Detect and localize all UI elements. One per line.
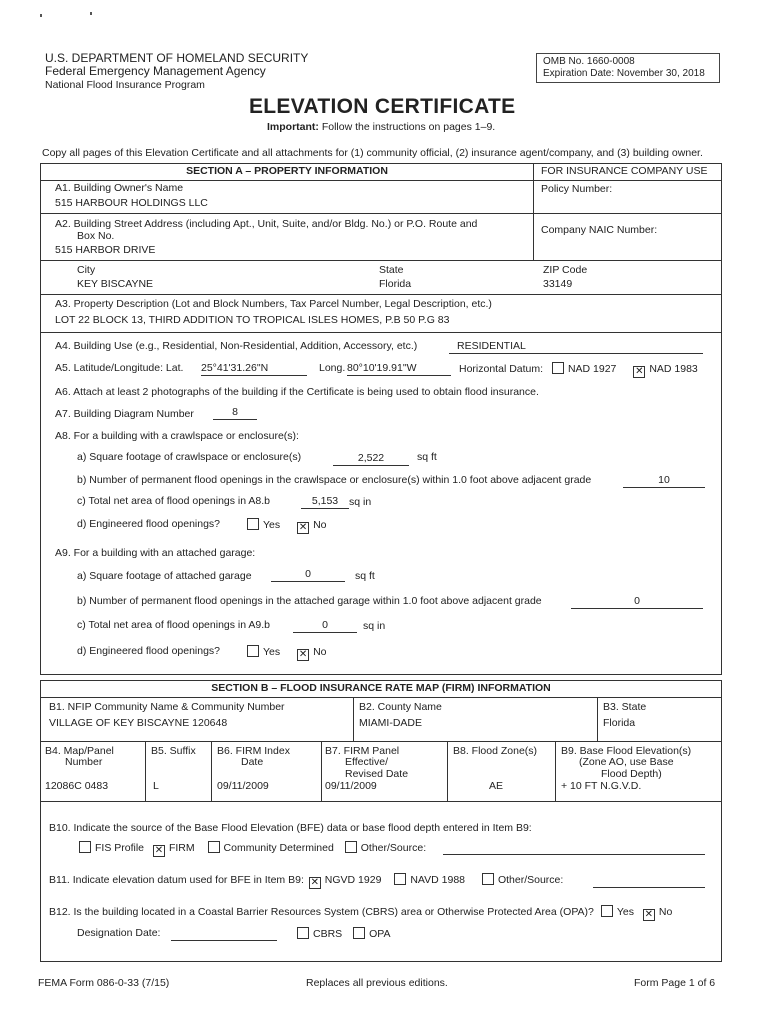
a8d-options: Yes ✕ No (247, 518, 327, 534)
b5-label: B5. Suffix (151, 745, 196, 757)
a9b-flood-openings[interactable]: 0 (571, 595, 703, 609)
b10-options: FIS Profile ✕ FIRM Community Determined Other/Source: (79, 841, 426, 857)
a9b-label: b) Number of permanent flood openings in the attached garage within 1.0 foot above adjacent grade (77, 595, 542, 607)
a9a-unit: sq ft (355, 570, 375, 582)
b7-label-cont-2: Revised Date (345, 768, 409, 780)
nad1983-checkbox[interactable]: ✕ (635, 366, 644, 377)
a2-street-address[interactable]: 515 HARBOR DRIVE (55, 244, 156, 256)
page-title: ELEVATION CERTIFICATE (249, 95, 516, 118)
a8d-yes-checkbox[interactable] (247, 518, 259, 530)
naic-number-label: Company NAIC Number: (541, 224, 658, 236)
a9d-no-checkbox[interactable]: ✕ (298, 649, 308, 660)
nad1927-checkbox[interactable] (552, 362, 564, 374)
a5-label: A5. Latitude/Longitude: Lat. (55, 362, 184, 374)
a3-property-description[interactable]: LOT 22 BLOCK 13, THIRD ADDITION TO TROPICAL ISLES HOMES, P.B 50 P.G 83 (55, 314, 450, 326)
a8b-label: b) Number of permanent flood openings in the crawlspace or enclosure(s) within 1.0 foot above adjacent grade (77, 474, 592, 486)
a8c-net-area[interactable]: 5,153 (301, 495, 349, 509)
scan-speck (90, 12, 92, 15)
replaces-note: Replaces all previous editions. (306, 977, 448, 989)
b11-navd1988-checkbox[interactable] (394, 873, 406, 885)
b12-row: B12. Is the building located in a Coastal Barrier Resources System (CBRS) area or Otherwise Protected Area (OPA)? Yes ✕ No (49, 906, 673, 920)
a9c-unit: sq in (363, 620, 386, 632)
a5-long-label: Long. (319, 362, 346, 374)
b7-firm-panel-date[interactable]: 09/11/2009 (325, 780, 377, 792)
a8d-no-checkbox[interactable]: ✕ (298, 522, 308, 533)
a9c-label: c) Total net area of flood openings in A9.b (77, 619, 271, 631)
a8a-label: a) Square footage of crawlspace or enclosure(s) (77, 451, 302, 463)
b1-label: B1. NFIP Community Name & Community Number (49, 701, 285, 713)
b2-county[interactable]: MIAMI-DADE (359, 717, 422, 729)
a9d-yes-checkbox[interactable] (247, 645, 259, 657)
policy-number-label: Policy Number: (541, 183, 613, 195)
section-b-table (40, 680, 722, 962)
a8a-unit: sq ft (417, 451, 437, 463)
b10-other-source-field[interactable] (443, 842, 705, 855)
b7-label-cont-1: Effective/ (345, 756, 388, 768)
b12-no-checkbox[interactable]: ✕ (644, 909, 654, 920)
b10-firm-checkbox[interactable]: ✕ (154, 845, 164, 856)
b9-label-cont-2: Flood Depth) (601, 768, 662, 780)
scan-speck (40, 14, 42, 17)
a7-diagram-number[interactable]: 8 (213, 406, 257, 420)
program-name: National Flood Insurance Program (45, 79, 205, 91)
department-name: U.S. DEPARTMENT OF HOMELAND SECURITY (45, 51, 309, 65)
b9-base-flood-elevation[interactable]: + 10 FT N.G.V.D. (561, 780, 642, 792)
a5-latitude[interactable]: 25°41'31.26"N (201, 362, 307, 376)
a6-label: A6. Attach at least 2 photographs of the building if the Certificate is being used to obtain flood insurance. (55, 386, 539, 398)
omb-number: OMB No. 1660-0008 (543, 56, 635, 67)
b9-label-cont-1: (Zone AO, use Base (579, 756, 674, 768)
b8-label: B8. Flood Zone(s) (453, 745, 538, 757)
b2-label: B2. County Name (359, 701, 442, 713)
b11-ngvd1929-checkbox[interactable]: ✕ (310, 877, 319, 888)
expiration-date: Expiration Date: November 30, 2018 (543, 68, 705, 79)
copy-instructions: Copy all pages of this Elevation Certificate and all attachments for (1) community official, (2) insurance agent/company, and (3) building owner. (42, 147, 703, 159)
a3-label: A3. Property Description (Lot and Block Numbers, Tax Parcel Number, Legal Description, etc.) (55, 298, 492, 310)
form-number: FEMA Form 086-0-33 (7/15) (38, 977, 170, 989)
b6-label-cont: Date (241, 756, 264, 768)
section-a-title: SECTION A – PROPERTY INFORMATION (186, 165, 388, 177)
state-value[interactable]: Florida (379, 278, 412, 290)
a8c-label: c) Total net area of flood openings in A8.b (77, 495, 271, 507)
cbrs-checkbox[interactable] (297, 927, 309, 939)
designation-date-label: Designation Date: (77, 927, 161, 939)
b4-label: B4. Map/Panel (45, 745, 114, 757)
b7-label: B7. FIRM Panel (325, 745, 400, 757)
horizontal-datum: Horizontal Datum: NAD 1927 ✕ NAD 1983 (459, 363, 698, 377)
b6-firm-index-date[interactable]: 09/11/2009 (217, 780, 269, 792)
section-b-title: SECTION B – FLOOD INSURANCE RATE MAP (FIRM) INFORMATION (211, 682, 551, 694)
b10-other-checkbox[interactable] (345, 841, 357, 853)
b4-label-cont: Number (65, 756, 103, 768)
city-label: City (77, 264, 96, 276)
a9c-net-area[interactable]: 0 (293, 619, 357, 633)
b3-state[interactable]: Florida (603, 717, 636, 729)
b12-yes-checkbox[interactable] (601, 905, 613, 917)
page-number: Form Page 1 of 6 (634, 977, 716, 989)
a4-building-use[interactable]: RESIDENTIAL (449, 340, 703, 354)
designation-date-field[interactable] (171, 928, 277, 941)
cbrs-opa-options: CBRS OPA (297, 927, 391, 941)
b11-other-source-field[interactable] (593, 875, 705, 888)
b3-label: B3. State (603, 701, 647, 713)
a8d-label: d) Engineered flood openings? (77, 518, 221, 530)
b1-community[interactable]: VILLAGE OF KEY BISCAYNE 120648 (49, 717, 228, 729)
a9-label: A9. For a building with an attached garage: (55, 547, 256, 559)
a8-label: A8. For a building with a crawlspace or enclosure(s): (55, 430, 299, 442)
b8-flood-zone[interactable]: AE (489, 780, 504, 792)
agency-name: Federal Emergency Management Agency (45, 64, 266, 78)
a2-label-cont: Box No. (77, 230, 115, 242)
a9a-square-footage[interactable]: 0 (271, 568, 345, 582)
insurance-use-title: FOR INSURANCE COMPANY USE (541, 165, 708, 177)
b9-label: B9. Base Flood Elevation(s) (561, 745, 692, 757)
a8b-flood-openings[interactable]: 10 (623, 474, 705, 488)
a9d-label: d) Engineered flood openings? (77, 645, 221, 657)
b6-label: B6. FIRM Index (217, 745, 290, 757)
zip-value[interactable]: 33149 (543, 278, 573, 290)
b11-other-checkbox[interactable] (482, 873, 494, 885)
a2-label: A2. Building Street Address (including Apt., Unit, Suite, and/or Bldg. No.) or P.O. Route and (55, 218, 478, 230)
a9a-label: a) Square footage of attached garage (77, 570, 252, 582)
section-a-table (40, 163, 722, 675)
a1-label: A1. Building Owner's Name (55, 182, 184, 194)
a8a-square-footage[interactable]: 2,522 (333, 452, 409, 466)
city-value[interactable]: KEY BISCAYNE (77, 278, 154, 290)
b11-row: B11. Indicate elevation datum used for BFE in Item B9: ✕ NGVD 1929 NAVD 1988 Other/Source: (49, 874, 564, 888)
a8c-unit: sq in (349, 496, 372, 508)
zip-label: ZIP Code (543, 264, 588, 276)
a1-owner-name[interactable]: 515 HARBOUR HOLDINGS LLC (55, 197, 208, 209)
b10-label: B10. Indicate the source of the Base Flood Elevation (BFE) data or base flood depth entered in Item B9: (49, 822, 532, 834)
b5-suffix[interactable]: L (153, 780, 159, 792)
state-label: State (379, 264, 404, 276)
b10-fis-profile-checkbox[interactable] (79, 841, 91, 853)
a5-longitude[interactable]: 80°10'19.91"W (347, 362, 451, 376)
b4-map-panel[interactable]: 12086C 0483 (45, 780, 109, 792)
important-note: Important: Follow the instructions on pages 1–9. (267, 121, 496, 133)
a4-label: A4. Building Use (e.g., Residential, Non-Residential, Addition, Accessory, etc.) (55, 340, 418, 352)
a7-label: A7. Building Diagram Number (55, 408, 194, 420)
omb-box (536, 53, 720, 83)
a9d-options: Yes ✕ No (247, 645, 327, 661)
b10-community-checkbox[interactable] (208, 841, 220, 853)
opa-checkbox[interactable] (353, 927, 365, 939)
